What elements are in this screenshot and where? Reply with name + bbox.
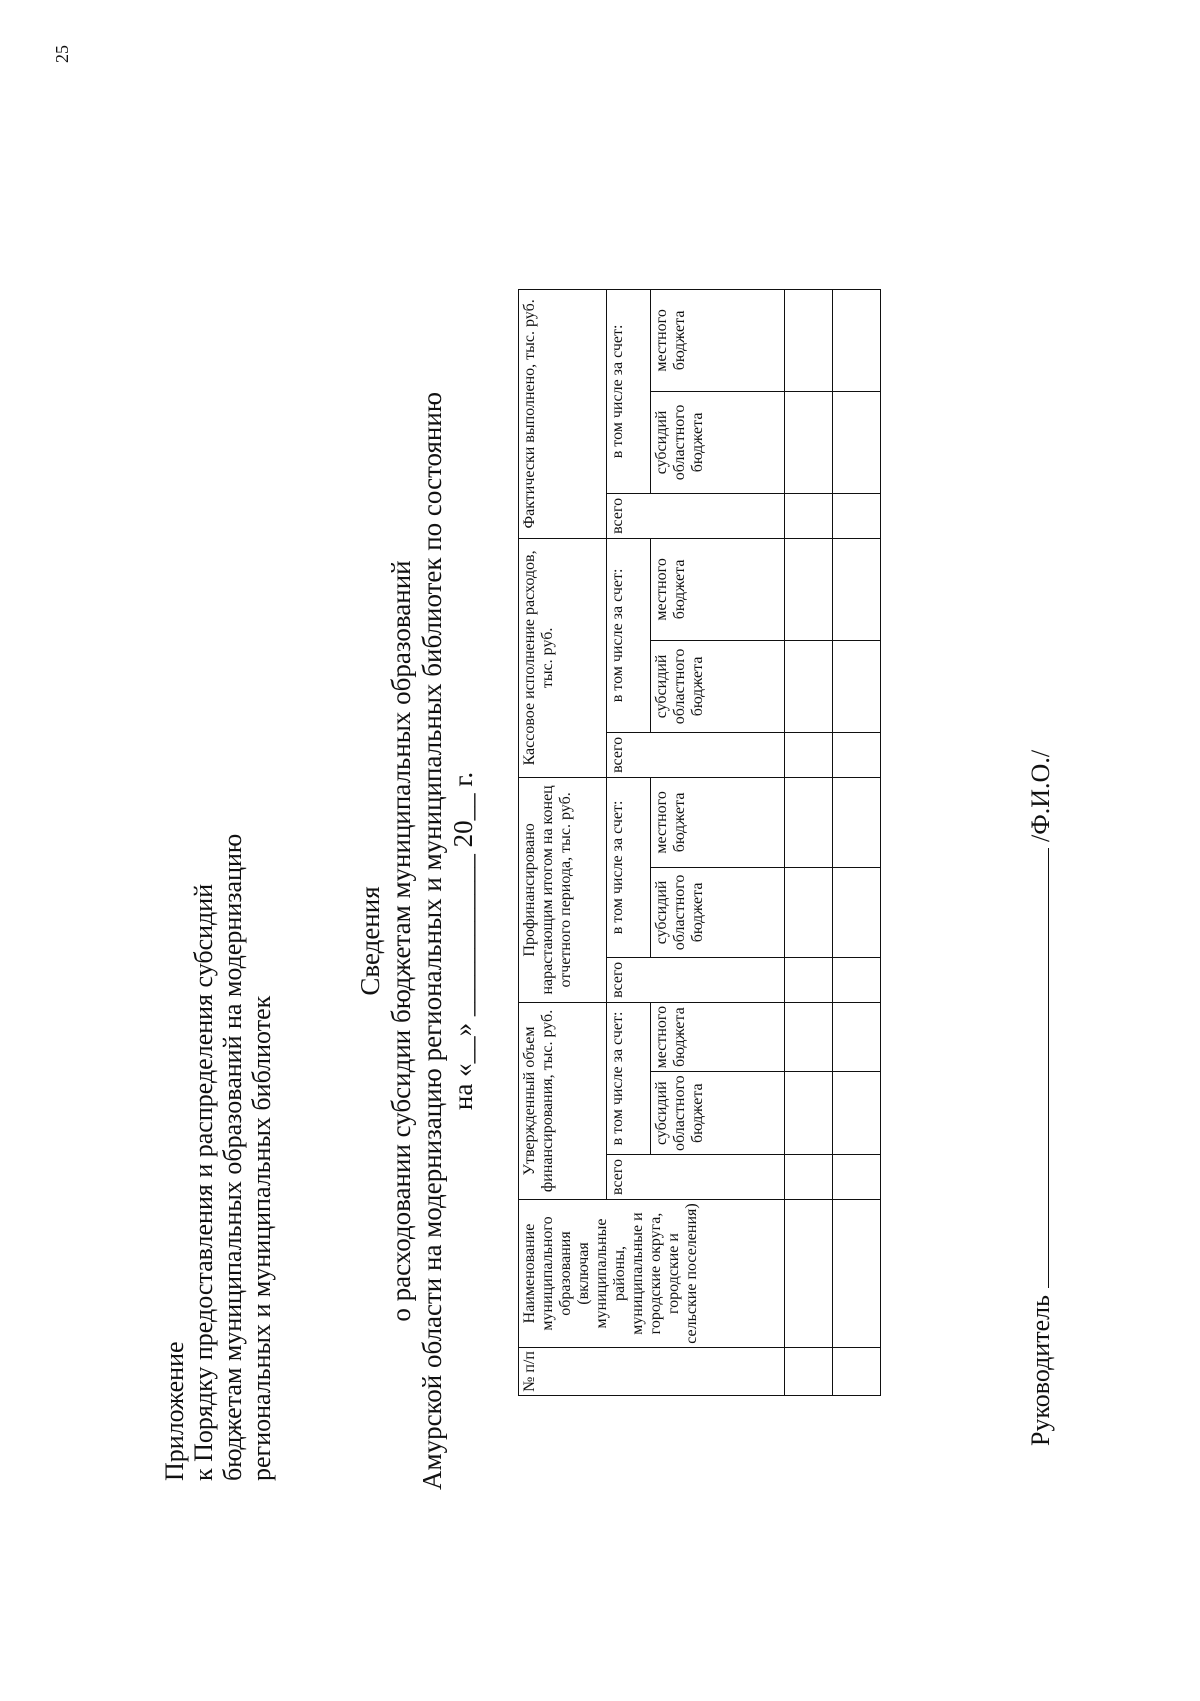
appendix-line: региональных и муниципальных библиотек [247,995,276,1481]
appendix-line: к Порядку предоставления и распределения субсидий [189,883,218,1481]
header-subsidy: субсидий областного бюджета [651,867,785,957]
header-total: всего [607,493,785,538]
header-total: всего [607,957,785,1002]
heading-line: о расходовании субсидии бюджетам муниципальных образований [386,560,416,1322]
header-financed: Профинансировано нарастающим итогом на конец отчетного периода, тыс. руб. [519,777,607,1002]
header-including: в том числе за счет: [607,1002,651,1154]
header-subsidy: субсидий областного бюджета [651,391,785,493]
header-approved: Утвержденный объем финансирования, тыс. руб. [519,1002,607,1199]
signature-block [1026,750,1056,1446]
table-cell [785,1155,833,1200]
header-num: № п/п [519,1348,785,1396]
table-cell [785,867,833,957]
header-local: местного бюджета [651,1002,785,1071]
table-cell [785,289,833,391]
table-cell [785,493,833,538]
signature-fio: /Ф.И.О./ [1026,749,1055,842]
table-cell [833,957,881,1002]
table-cell [785,957,833,1002]
table-row [833,289,881,1395]
table-cell [785,1002,833,1071]
header-subsidy: субсидий областного бюджета [651,640,785,732]
header-subsidy: субсидий областного бюджета [651,1072,785,1155]
table-cell [785,1200,833,1348]
header-total: всего [607,732,785,777]
table-cell [833,640,881,732]
table-cell [785,538,833,640]
heading-line: Амурской области на модернизацию региональных и муниципальных библиотек по состоянию [417,392,447,1491]
table-cell [785,732,833,777]
table-cell [785,777,833,867]
document-heading [355,381,479,1501]
header-including: в том числе за счет: [607,289,651,493]
report-table [518,289,881,1396]
signature-label: Руководитель [1026,1295,1055,1446]
table-cell [833,1155,881,1200]
table-cell [833,1200,881,1348]
table-cell [833,777,881,867]
table-cell [785,1348,833,1396]
appendix-line: Приложение [160,1341,189,1481]
header-local: местного бюджета [651,289,785,391]
heading-date-line: на «__» ____________ 20__ г. [448,771,478,1111]
header-cash-execution: Кассовое исполнение расходов, тыс. руб. [519,538,607,777]
table-row [785,289,833,1395]
table-cell [833,867,881,957]
header-total: всего [607,1155,785,1200]
signature-line [1026,849,1049,1289]
header-including: в том числе за счет: [607,538,651,732]
table-cell [833,1348,881,1396]
appendix-line: бюджетам муниципальных образований на модернизацию [218,833,247,1481]
table-cell [833,493,881,538]
header-local: местного бюджета [651,777,785,867]
page-number: 25 [52,45,72,63]
header-municipality: Наименование муниципального образования (включая муниципальные районы, муниципальные и городские округа, городские и сельские поселения) [519,1200,785,1348]
heading-title: Сведения [355,886,385,996]
table-cell [833,1002,881,1071]
table-cell [785,640,833,732]
appendix-block [160,834,276,1481]
table-cell [833,289,881,391]
table-cell [833,1072,881,1155]
header-local: местного бюджета [651,538,785,640]
table-cell [833,391,881,493]
header-including: в том числе за счет: [607,777,651,957]
table-cell [833,538,881,640]
table-cell [785,391,833,493]
table-cell [785,1072,833,1155]
header-actually-done: Фактически выполнено, тыс. руб. [519,289,607,538]
table-cell [833,732,881,777]
